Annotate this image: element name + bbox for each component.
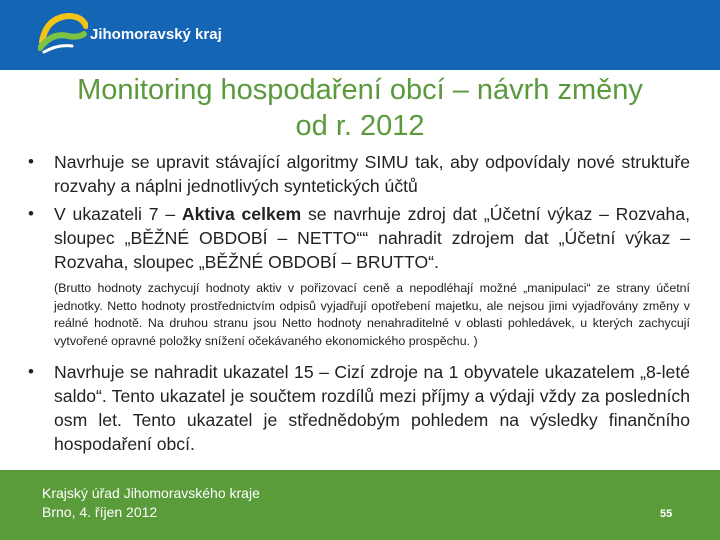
bullet-text: Navrhuje se nahradit ukazatel 15 – Cizí zdroje na 1 obyvatele ukazatelem „8-leté saldo“. Tento ukazatel je součtem rozdílů mezi příjmy a výdaji vždy za posledních osm let. Tento ukazatel je střednědobým pohledem na výsledky finančního hospodaření obcí. [54, 362, 690, 454]
jihomoravsky-kraj-logo-icon [38, 12, 88, 54]
footer-date: Brno, 4. říjen 2012 [42, 504, 158, 520]
footer-office: Krajský úřad Jihomoravského kraje [42, 485, 260, 501]
slide-title [30, 72, 690, 144]
bullet-dot: • [28, 152, 34, 171]
bullet-note: (Brutto hodnoty zachycují hodnoty aktiv v pořizovací ceně a nepodléhají možné „manipulaci“ ze strany účetní jednotky. Netto hodnoty prostřednictvím odpisů vyjadřují opotřebení majetku, ale nejsou jimi vyjadřovány změny v reálné hodnotě. Na druhou stranu jsou Netto hodnoty nenahraditelné v oblasti pohledávek, u kterých zachycují vytvořené opravné položky snížení očekávaného ekonomického prospěchu. ) [54, 281, 690, 348]
bullet-text-bold: Aktiva celkem [181, 204, 302, 224]
title-line-2: od r. 2012 [295, 110, 425, 142]
bullet-text: Navrhuje se upravit stávající algoritmy SIMU tak, aby odpovídaly nové struktuře rozvahy a náplni jednotlivých syntetických účtů [54, 152, 690, 196]
bullet-text-pre: V ukazateli 7 – [54, 204, 182, 224]
header-bar [0, 0, 720, 70]
bullet-dot: • [28, 204, 34, 223]
page-number: 55 [660, 508, 673, 520]
logo-text: Jihomoravský kraj [90, 26, 222, 43]
bullet-item-2 [28, 202, 690, 274]
bullet-dot: • [28, 362, 34, 381]
bullet-item-1 [28, 150, 690, 198]
title-line-1: Monitoring hospodaření obcí – návrh změny [77, 74, 643, 106]
footer-text [42, 484, 260, 522]
slide-content [28, 150, 690, 456]
bullet-text-post: se navrhuje zdroj dat „Účetní výkaz – Rozvaha, sloupec „BĚŽNÉ OBDOBÍ – NETTO““ nahradit zdrojem dat „Účetní výkaz – Rozvaha, sloupec „BĚŽNÉ OBDOBÍ – BRUTTO“. [54, 204, 691, 272]
bullet-item-3 [28, 360, 690, 456]
footer-bar [0, 470, 720, 540]
